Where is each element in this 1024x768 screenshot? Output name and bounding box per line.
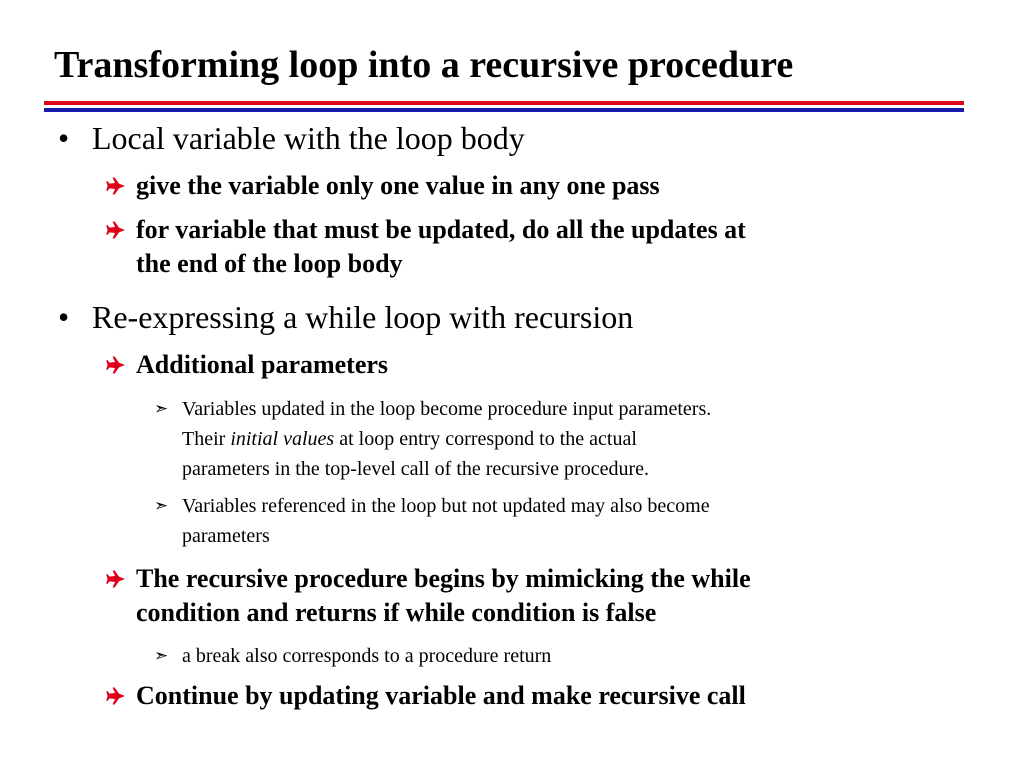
arrowhead-icon: ➣ <box>154 646 169 666</box>
bullet-dot-icon: • <box>58 299 70 335</box>
detail-text-line1: Variables updated in the loop become procedure input parameters. <box>182 398 712 420</box>
subbullet-text-line1: The recursive procedure begins by mimicking the while <box>136 564 751 593</box>
subbullet-text: Additional parameters <box>136 350 389 379</box>
arrowhead-icon: ➣ <box>154 399 169 419</box>
airplane-icon <box>104 562 130 596</box>
airplane-icon <box>104 213 130 247</box>
arrowhead-icon: ➣ <box>154 496 169 516</box>
bullet-text: Local variable with the loop body <box>92 120 525 156</box>
airplane-icon <box>104 169 130 203</box>
detail-variables-updated <box>154 394 712 484</box>
subbullet-one-value <box>136 169 660 203</box>
subbullet-text: give the variable only one value in any one pass <box>136 171 660 200</box>
detail-emphasis: initial values <box>230 428 335 450</box>
detail-text-line3: parameters in the top-level call of the recursive procedure. <box>182 458 650 480</box>
subbullet-text-line2: condition and returns if while condition is false <box>136 598 657 627</box>
subbullet-mimic-while-condition <box>136 562 751 630</box>
detail-text-segment: at loop entry correspond to the actual <box>334 428 637 450</box>
subbullet-additional-parameters <box>136 348 388 382</box>
detail-text-line1: Variables referenced in the loop but not updated may also become <box>182 495 710 517</box>
subbullet-text-line2: the end of the loop body <box>136 249 403 278</box>
subbullet-text-line1: for variable that must be updated, do all the updates at <box>136 215 746 244</box>
detail-text-line2: parameters <box>182 525 270 547</box>
bullet-local-variable <box>58 119 525 157</box>
detail-text-line2 <box>182 424 711 454</box>
title-rule-red <box>44 101 964 105</box>
subbullet-text: Continue by updating variable and make recursive call <box>136 681 746 710</box>
detail-text: a break also corresponds to a procedure return <box>182 645 552 667</box>
subbullet-update-at-end <box>136 213 746 281</box>
detail-variables-referenced <box>154 491 710 551</box>
bullet-while-recursion <box>58 298 634 336</box>
detail-text-segment: Their <box>182 428 231 450</box>
detail-break-return <box>154 641 552 671</box>
bullet-text: Re-expressing a while loop with recursion <box>92 299 634 335</box>
title-rule-blue <box>44 108 964 112</box>
airplane-icon <box>104 679 130 713</box>
subbullet-recursive-call <box>136 679 746 713</box>
airplane-icon <box>104 348 130 382</box>
slide-title: Transforming loop into a recursive procedure <box>54 44 794 86</box>
bullet-dot-icon: • <box>58 120 70 156</box>
